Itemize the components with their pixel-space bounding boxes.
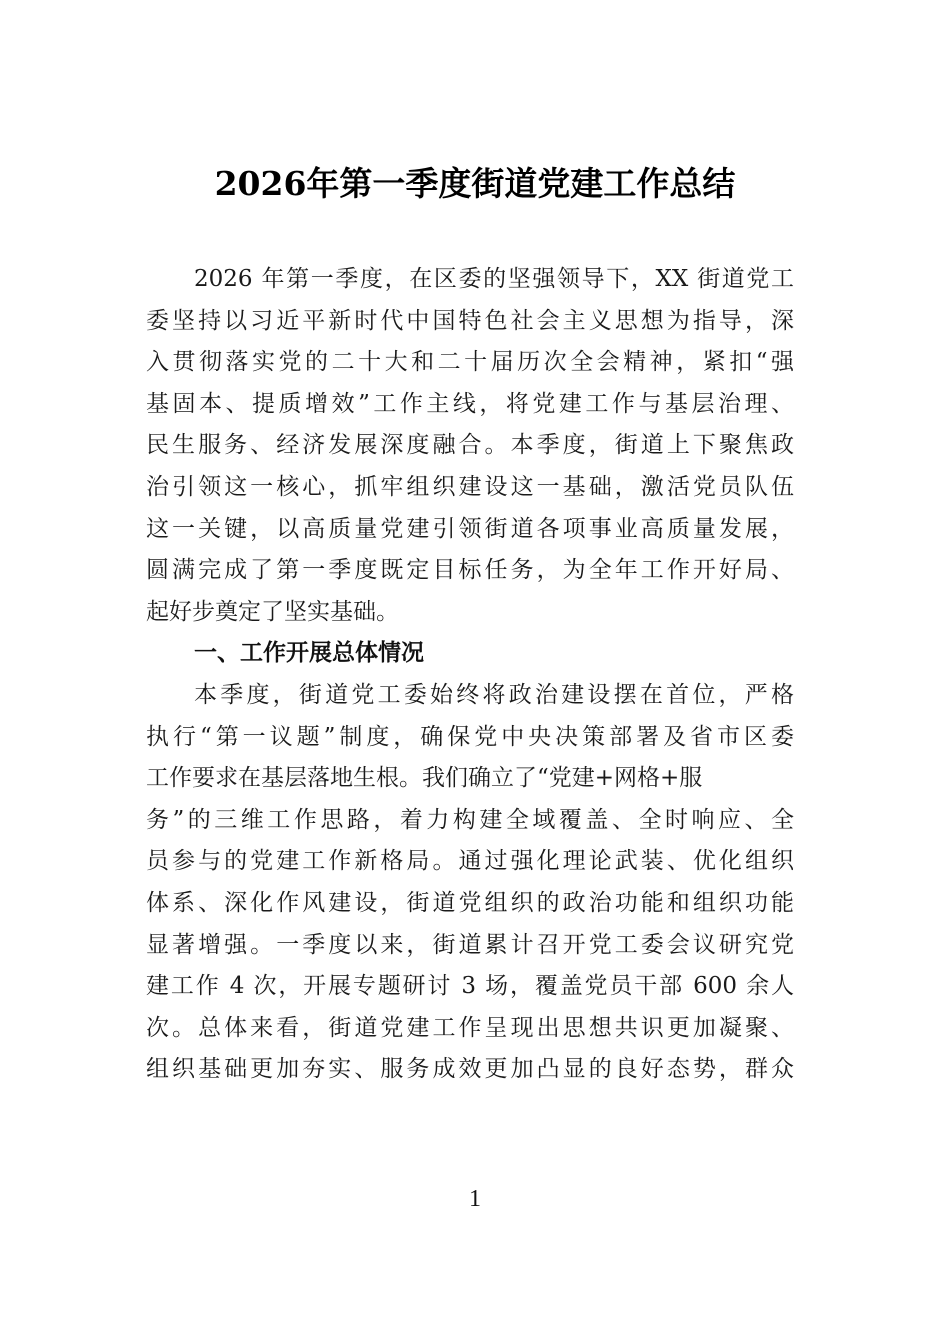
paragraph-line: 本季度，街道党工委始终将政治建设摆在首位，严格 (194, 681, 794, 708)
paragraph-line: 员参与的党建工作新格局。通过强化理论武装、优化组织 (146, 848, 794, 875)
paragraph-line: 委坚持以习近平新时代中国特色社会主义思想为指导，深 (146, 307, 794, 334)
paragraph-line: 次。总体来看，街道党建工作呈现出思想共识更加凝聚、 (146, 1014, 794, 1041)
paragraph-line: 起好步奠定了坚实基础。 (146, 598, 399, 625)
section-heading: 一、工作开展总体情况 (194, 640, 424, 667)
paragraph-line: 务”的三维工作思路，着力构建全域覆盖、全时响应、全 (146, 806, 794, 833)
paragraph-line: 民生服务、经济发展深度融合。本季度，街道上下聚焦政 (146, 432, 794, 459)
paragraph-line: 执行“第一议题”制度，确保党中央决策部署及省市区委 (146, 723, 794, 750)
document-title: 2026年第一季度街道党建工作总结 (214, 164, 736, 203)
paragraph-line: 治引领这一核心，抓牢组织建设这一基础，激活党员队伍 (146, 473, 794, 500)
paragraph-line: 基固本、提质增效”工作主线，将党建工作与基层治理、 (146, 390, 794, 417)
paragraph-line: 2026 年第一季度，在区委的坚强领导下，XX 街道党工 (194, 266, 794, 292)
document-body (146, 259, 794, 1091)
paragraph-line: 组织基础更加夯实、服务成效更加凸显的良好态势，群众 (146, 1056, 794, 1083)
paragraph-line: 建工作 4 次，开展专题研讨 3 场，覆盖党员干部 600 余人 (146, 973, 794, 1000)
paragraph-line: 显著增强。一季度以来，街道累计召开党工委会议研究党 (146, 931, 794, 958)
paragraph-line: 工作要求在基层落地生根。我们确立了“党建+网格+服 (146, 765, 703, 792)
paragraph-line: 体系、深化作风建设，街道党组织的政治功能和组织功能 (146, 889, 794, 916)
paragraph-line: 这一关键，以高质量党建引领街道各项事业高质量发展， (146, 515, 794, 542)
paragraph-line: 圆满完成了第一季度既定目标任务，为全年工作开好局、 (146, 557, 794, 584)
page-number: 1 (469, 1186, 481, 1212)
paragraph-line: 入贯彻落实党的二十大和二十届历次全会精神，紧扣“强 (146, 349, 794, 376)
